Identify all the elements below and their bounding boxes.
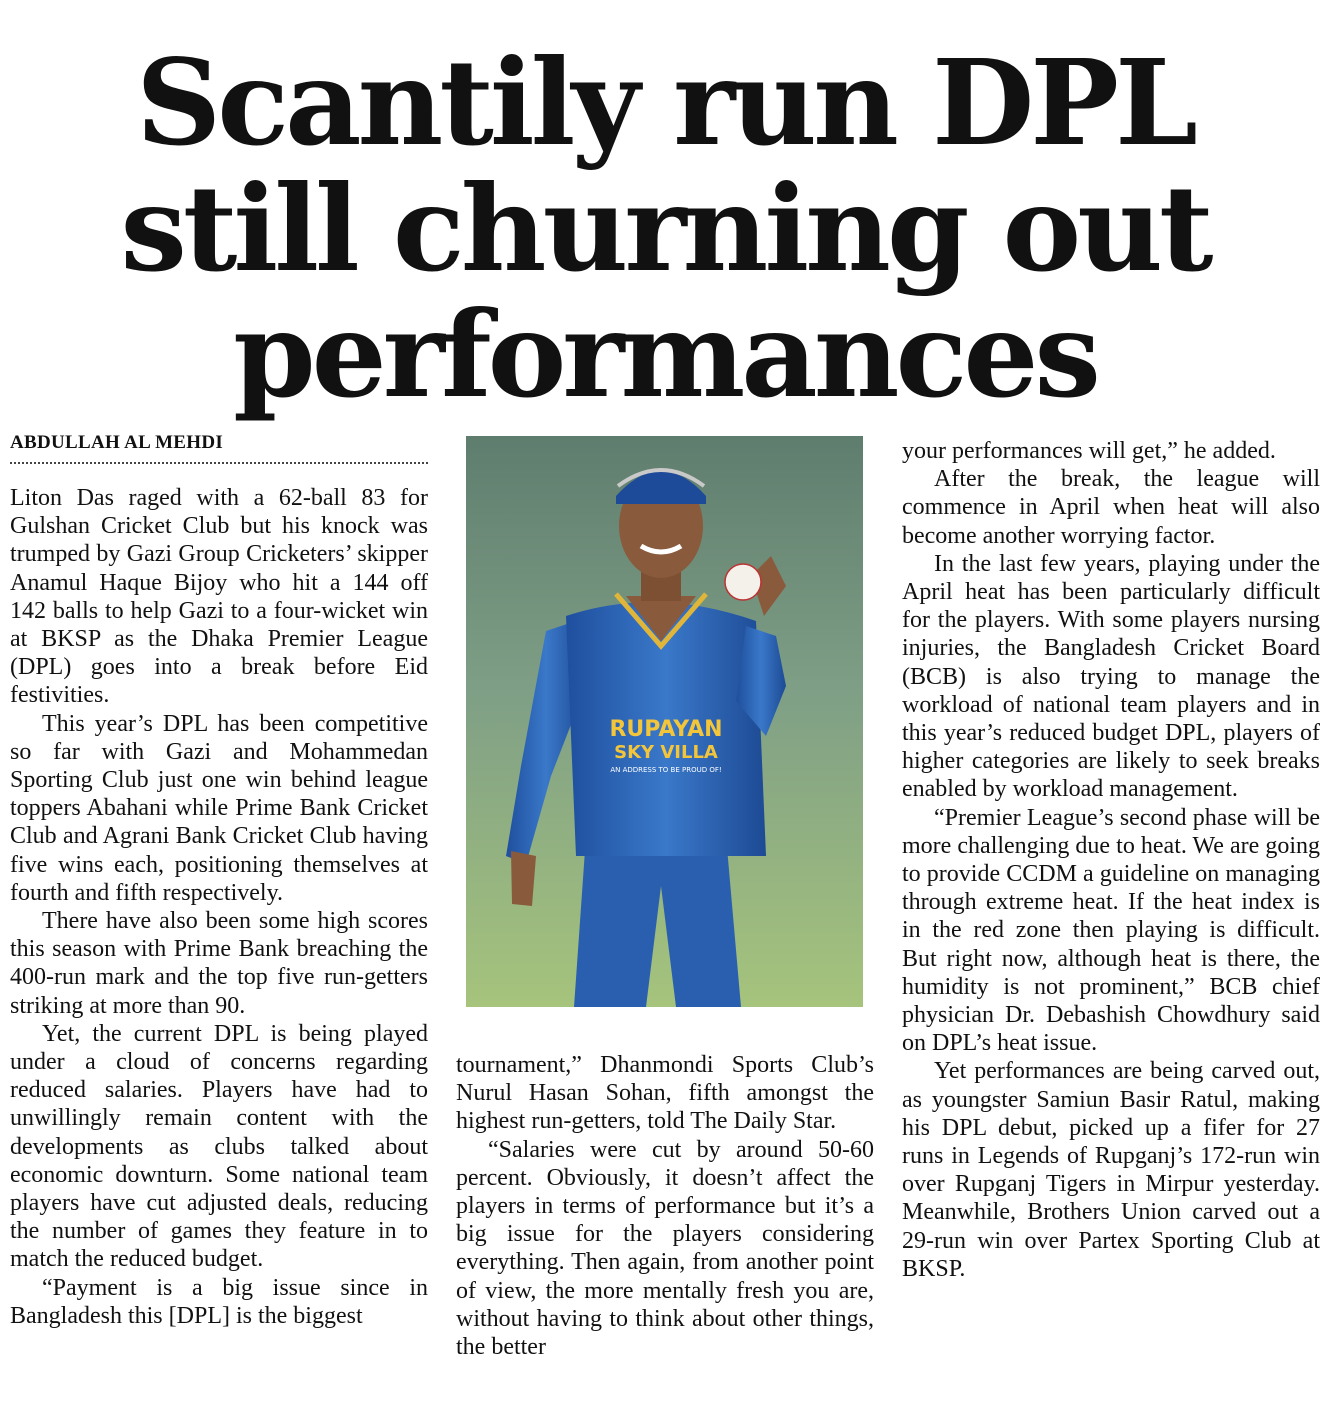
article-column-2 <box>456 1051 874 1361</box>
paragraph: “Payment is a big issue since in Bangladesh this [DPL] is the biggest <box>10 1274 428 1329</box>
sponsor-line-1: RUPAYAN <box>609 717 723 742</box>
paragraph: Yet, the current DPL is being played under a cloud of concerns regarding reduced salaries. Players have had to unwillingly remain content with the developments as clubs talked about economic downturn. Some national team players have cut adjusted deals, reducing the number of games they feature in to match the reduced budget. <box>10 1020 428 1273</box>
headline-line-1: Scantily run DPL <box>136 33 1194 172</box>
paragraph: your performances will get,” he added. <box>902 438 1276 464</box>
headline-line-2: still churning out <box>120 159 1210 298</box>
paragraph: tournament,” Dhanmondi Sports Club’s Nurul Hasan Sohan, fifth amongst the highest run-getters, told The Daily Star. <box>456 1052 874 1135</box>
byline: ABDULLAH AL MEHDI <box>10 432 428 464</box>
headline-line-3: performances <box>233 285 1097 424</box>
paragraph: Liton Das raged with a 62-ball 83 for Gulshan Cricket Club but his knock was trumped by Gazi Group Cricketers’ skipper Anamul Haque Bijoy who hit a 144 off 142 balls to help Gazi to a four-wicket win at BKSP as the Dhaka Premier League (DPL) goes into a break before Eid festivities. <box>10 485 428 709</box>
paragraph: In the last few years, playing under the April heat has been particularly difficult for the players. With some players nursing injuries, the Bangladesh Cricket Board (BCB) is also trying to manage the workload of national team players and in this year’s reduced budget DPL, players of higher categories are likely to seek breaks enabled by workload management. <box>902 550 1320 803</box>
article-column-3 <box>902 437 1320 1283</box>
paragraph: “Salaries were cut by around 50-60 percent. Obviously, it doesn’t affect the players in terms of performance but it’s a big issue for the players considering everything. Then again, from another point of view, the more mentally fresh you are, without having to think about other things, the better <box>456 1136 874 1361</box>
paragraph: Yet performances are being carved out, as youngster Samiun Basir Ratul, making his DPL debut, picked up a fifer for 27 runs in Legends of Rupganj’s 172-run win over Rupganj Tigers in Mirpur yesterday. Meanwhile, Brothers Union carved out a 29-run win over Partex Sporting Club at BKSP. <box>902 1058 1320 1282</box>
sponsor-tagline: AN ADDRESS TO BE PROUD OF! <box>610 766 722 774</box>
cricketer-illustration <box>466 436 863 1007</box>
paragraph: This year’s DPL has been competitive so far with Gazi and Mohammedan Sporting Club just one win behind league toppers Abahani while Prime Bank Cricket Club and Agrani Bank Cricket Club having five wins each, positioning themselves at fourth and fifth respectively. <box>10 710 428 906</box>
sponsor-line-2: SKY VILLA <box>614 742 718 763</box>
paragraph: There have also been some high scores this season with Prime Bank breaching the 400-run mark and the top five run-getters striking at more than 90. <box>10 908 428 1019</box>
player-photo <box>466 436 863 1007</box>
paragraph: “Premier League’s second phase will be more challenging due to heat. We are going to provide CCDM a guideline on managing through extreme heat. If the heat index is in the red zone then playing is difficult. But right now, although heat is there, the humidity is not prominent,” BCB chief physician Dr. Debashish Chowdhury said on DPL’s heat issue. <box>902 804 1320 1057</box>
article-column-1 <box>10 484 428 1330</box>
paragraph: After the break, the league will commence in April when heat will also become another worrying factor. <box>902 466 1320 549</box>
headline <box>0 33 1330 424</box>
